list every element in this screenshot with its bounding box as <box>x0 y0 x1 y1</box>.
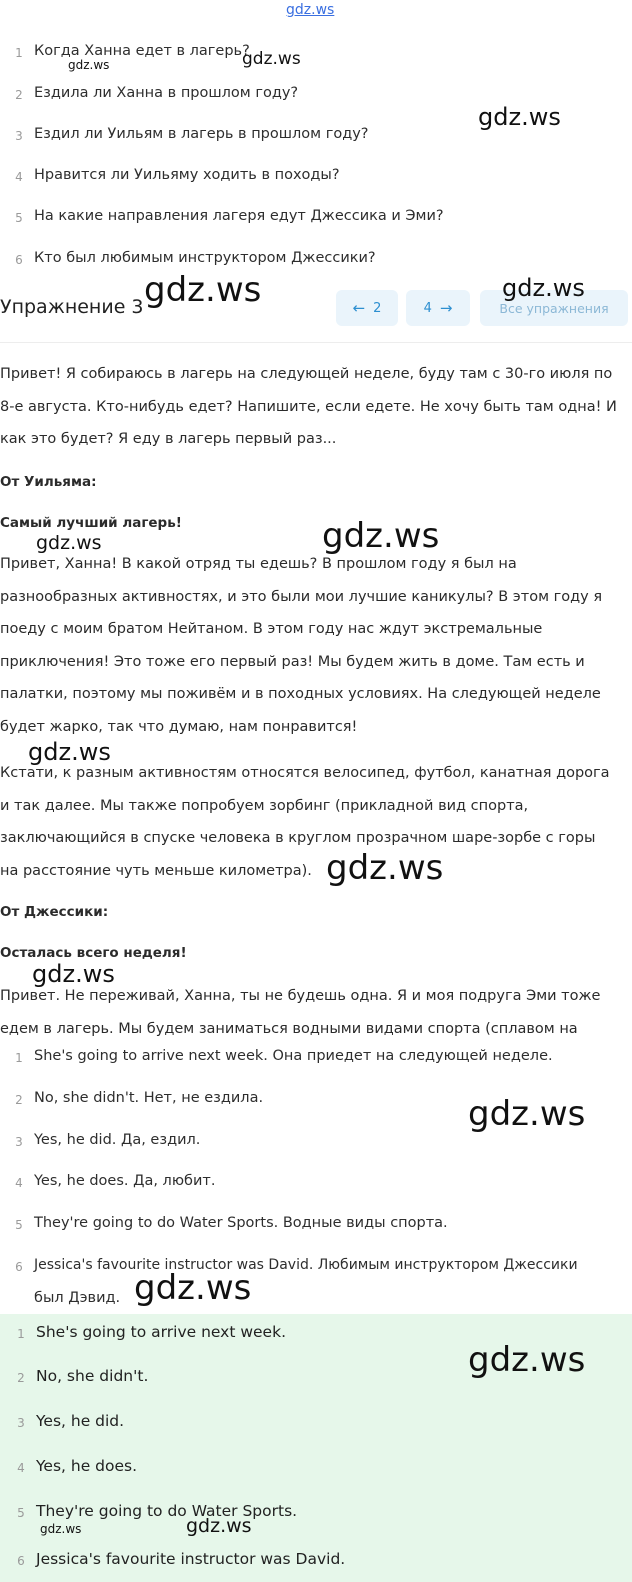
answer-number: 3 <box>15 1135 23 1149</box>
watermark: gdz.ws <box>144 270 262 310</box>
watermark: gdz.ws <box>68 58 110 72</box>
question-number: 1 <box>15 46 23 60</box>
text-line: как это будет? Я еду в лагерь первый раз... <box>0 431 337 447</box>
watermark: gdz.ws <box>32 960 115 988</box>
next-exercise-button[interactable] <box>406 290 470 326</box>
text-line: будет жарко, так что думаю, нам понравится! <box>0 718 358 735</box>
answer-text: No, she didn't. <box>36 1367 149 1385</box>
text-line: Привет! Я собираюсь в лагерь на следующей неделе, буду там с 30-го июля по <box>0 366 613 382</box>
answer-text: Yes, he does. Да, любит. <box>34 1173 216 1189</box>
watermark: gdz.ws <box>36 532 102 554</box>
author-label-william: От Уильяма: <box>0 474 97 490</box>
watermark: gdz.ws <box>502 274 585 302</box>
answer-text: No, she didn't. Нет, не ездила. <box>34 1090 264 1106</box>
watermark-link[interactable]: gdz.ws <box>286 2 335 18</box>
answer-text-continued: был Дэвид. <box>34 1290 121 1306</box>
divider <box>0 342 632 343</box>
answer-number: 3 <box>17 1416 25 1430</box>
answer-number: 1 <box>15 1051 23 1065</box>
william-text-2 <box>0 757 632 887</box>
prev-exercise-button[interactable] <box>336 290 398 326</box>
question-number: 2 <box>15 88 23 102</box>
answer-number: 2 <box>15 1093 23 1107</box>
question-number: 4 <box>15 170 23 184</box>
answer-text: Jessica's favourite instructor was David. <box>36 1550 346 1568</box>
answer-text: They're going to do Water Sports. <box>36 1502 298 1520</box>
question-number: 3 <box>15 129 23 143</box>
watermark: gdz.ws <box>28 738 111 766</box>
text-line: поеду с моим братом Нейтаном. В этом году нас ждут экстремальные <box>0 621 543 637</box>
question-text: Ездила ли Ханна в прошлом году? <box>34 85 299 101</box>
text-line: Привет, Ханна! В какой отряд ты едешь? В прошлом году я был на <box>0 556 517 572</box>
question-text: На какие направления лагеря едут Джессика и Эми? <box>34 208 444 224</box>
prev-exercise-label: 2 <box>373 300 382 316</box>
william-heading: Самый лучший лагерь! <box>0 515 182 531</box>
question-text: Нравится ли Уильяму ходить в походы? <box>34 167 340 183</box>
question-number: 5 <box>15 211 23 225</box>
page-title: Упражнение 3 <box>0 296 144 318</box>
watermark: gdz.ws <box>40 1522 82 1536</box>
text-line: и так далее. Мы также попробуем зорбинг (прикладной вид спорта, <box>0 797 529 814</box>
watermark: gdz.ws <box>322 516 440 556</box>
text-line: Кстати, к разным активностям относятся велосипед, футбол, канатная дорога <box>0 765 610 781</box>
text-line: палатки, поэтому мы поживём и в походных условиях. На следующей неделе <box>0 686 601 702</box>
question-text: Ездил ли Уильям в лагерь в прошлом году? <box>34 126 369 142</box>
answer-number: 6 <box>17 1554 25 1568</box>
watermark: gdz.ws <box>468 1340 586 1380</box>
answer-number: 5 <box>17 1506 25 1520</box>
answer-text: They're going to do Water Sports. Водные виды спорта. <box>34 1215 448 1231</box>
answer-number: 5 <box>15 1218 23 1232</box>
text-line: разнообразных активностях, и это были мои лучшие каникулы? В этом году я <box>0 588 603 605</box>
text-line: приключения! Это тоже его первый раз! Мы будем жить в доме. Там есть и <box>0 653 585 670</box>
text-line: едем в лагерь. Мы будем заниматься водными видами спорта (сплавом на <box>0 1020 578 1037</box>
arrow-right-icon: → <box>439 299 453 317</box>
answer-number: 1 <box>17 1327 25 1341</box>
next-exercise-label: 4 <box>423 300 432 316</box>
text-line: Привет. Не переживай, Ханна, ты не будешь одна. Я и моя подруга Эми тоже <box>0 988 601 1004</box>
jessica-heading: Осталась всего неделя! <box>0 945 187 961</box>
question-text: Кто был любимым инструктором Джессики? <box>34 250 376 266</box>
answer-number: 4 <box>17 1461 25 1475</box>
text-line: заключающийся в спуске человека в круглом прозрачном шаре-зорбе с горы <box>0 830 596 846</box>
william-text <box>0 548 632 743</box>
answer-text: Yes, he did. <box>36 1412 125 1430</box>
story-intro <box>0 358 632 456</box>
question-number: 6 <box>15 253 23 267</box>
answer-number: 2 <box>17 1371 25 1385</box>
answer-text: Yes, he did. Да, ездил. <box>34 1132 201 1148</box>
author-label-jessica: От Джессики: <box>0 904 109 920</box>
answer-text: Yes, he does. <box>36 1457 138 1475</box>
watermark: gdz.ws <box>134 1268 252 1308</box>
watermark: gdz.ws <box>478 103 561 131</box>
answer-number: 6 <box>15 1260 23 1274</box>
text-line: 8-е августа. Кто-нибудь едет? Напишите, если едете. Не хочу быть там одна! И <box>0 398 617 415</box>
all-exercises-button[interactable]: Все упражнения <box>480 290 628 326</box>
watermark: gdz.ws <box>326 848 444 888</box>
watermark: gdz.ws <box>242 49 301 69</box>
text-line: на расстояние чуть меньше километра). <box>0 862 312 879</box>
answer-text: She's going to arrive next week. Она приедет на следующей неделе. <box>34 1048 553 1064</box>
watermark: gdz.ws <box>468 1094 586 1134</box>
answer-number: 4 <box>15 1176 23 1190</box>
watermark: gdz.ws <box>186 1515 252 1537</box>
answer-text: Jessica's favourite instructor was David. Любимым инструктором Джессики <box>34 1257 578 1273</box>
arrow-left-icon: ← <box>352 299 366 317</box>
jessica-text <box>0 980 632 1045</box>
answer-text: She's going to arrive next week. <box>36 1323 286 1341</box>
question-text: Когда Ханна едет в лагерь? <box>34 43 250 59</box>
